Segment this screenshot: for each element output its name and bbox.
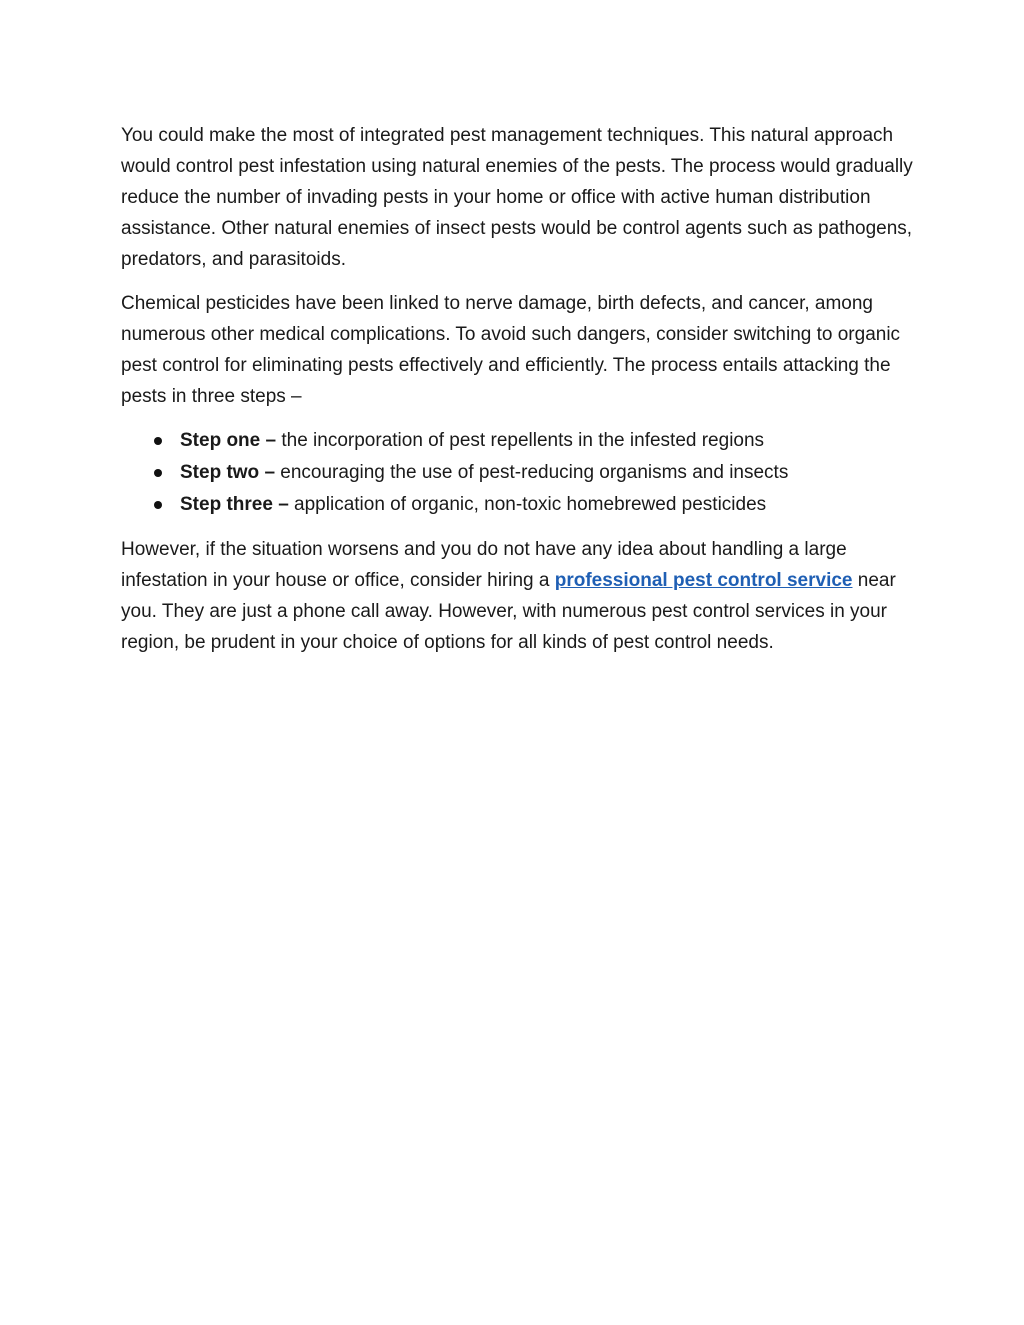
closing-text-start: However, if the situation worsens and you do not have any idea about handling a large infestation in your house or office, consider hiring a — [121, 539, 847, 591]
step-label: Step two – — [180, 462, 276, 483]
bullet-icon — [154, 501, 162, 509]
professional-pest-control-link[interactable]: professional pest control service — [554, 570, 853, 591]
step-text: encouraging the use of pest-reducing organisms and insects — [275, 462, 789, 483]
closing-text-end: near you. They are just a phone call away. However, with numerous pest control services in your region, be prudent in your choice of options for all kinds of pest control needs. — [121, 570, 896, 653]
step-text: application of organic, non-toxic homebrewed pesticides — [288, 494, 767, 515]
list-item — [121, 489, 921, 521]
step-label: Step one – — [180, 430, 277, 451]
document-page — [121, 120, 921, 671]
list-item — [121, 457, 921, 489]
step-text: the incorporation of pest repellents in the infested regions — [276, 430, 765, 451]
bullet-icon — [154, 469, 162, 477]
list-item — [121, 425, 921, 457]
paragraph-chemical-pesticides: Chemical pesticides have been linked to nerve damage, birth defects, and cancer, among numerous other medical complications. To avoid such dangers, consider switching to organic pest control for eliminating pests effectively and efficiently. The process entails attacking the pests in three steps – — [121, 293, 901, 407]
paragraph-closing — [121, 534, 921, 658]
bullet-icon — [154, 437, 162, 445]
step-label: Step three – — [180, 494, 289, 515]
steps-list — [121, 425, 921, 521]
paragraph-ipm: You could make the most of integrated pest management techniques. This natural approach would control pest infestation using natural enemies of the pests. The process would gradually reduce the number of invading pests in your home or office with active human distribution assistance. Other natural enemies of insect pests would be control agents such as pathogens, predators, and parasitoids. — [121, 125, 913, 270]
